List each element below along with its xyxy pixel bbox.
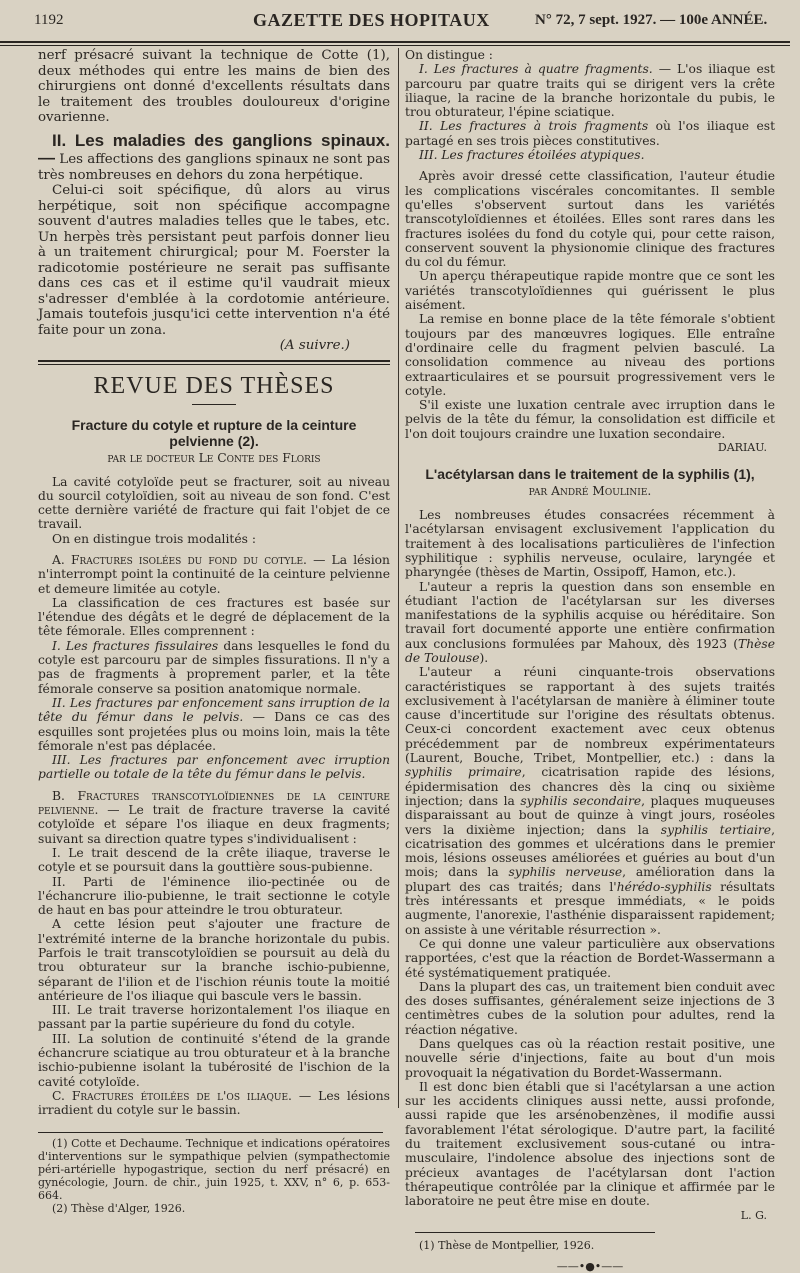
footnote-rule: [38, 1132, 383, 1133]
section-rule: [38, 360, 390, 365]
article-byline: par André Moulinie.: [528, 484, 652, 499]
right-column: [405, 48, 775, 1273]
section-paragraph: II. Les maladies des ganglions spinaux. — Les affections des ganglions spinaux ne sont pas très nombreuses en dehors du zona herpétique.: [38, 130, 390, 183]
page-header: [0, 6, 800, 36]
left-column: [38, 48, 390, 1215]
footnote-rule: [415, 1232, 655, 1233]
list-item: III. La solution de continuité s'étend de la grande échancrure sciatique au trou obturateur et à la branche ischio-pubienne isolant la tubérosité de l'ischion de la cavité cotyloïde.: [38, 1031, 390, 1089]
list-item: III. Le trait traverse horizontalement l'os iliaque en passant par la partie supérieure du fond du cotyle.: [38, 1003, 390, 1032]
page-number: 1192: [34, 12, 64, 28]
paragraph: Après avoir dressé cette classification, l'auteur étudie les complications viscérales concomitantes. Il semble qu'elles s'observent surtout dans les variétés transcotyloïdiennes et étoilées. Elles sont rares dans les fractures isolées du fond du cotyle qui, pour cette raison, conservent souvent la physionomie clinique des fractures du col du fémur.: [405, 169, 775, 270]
article-title: Fracture du cotyle et rupture de la ceinture pelvienne (2).: [71, 416, 357, 449]
paragraph: L'auteur a réuni cinquante-trois observations caractéristiques se rapportant à des sujets traités exclusivement à l'acétylarsan de manière à éliminer toute cause d'incertitude sur l'origine des résultats obtenus. Ceux-ci concordent exactement avec ceux obtenus précédemment par de nombreux expérimentateurs (Laurent, Bouche, Tribet, Montpellier, etc.) : dans la syphilis primaire, cicatrisation rapide des lésions, épidermisation des chancres dès la cinq ou sixième injection; dans la syphilis secondaire, plaques muqueuses disparaissant au bout de quinze à vingt jours, roséoles vers la dixième injection; dans la syphilis tertiaire, cicatrisation des gommes et ulcérations dans le premier mois, lésions osseuses améliorées et guéries au bout d'un mois; dans la syphilis nerveuse, amélioration dans la plupart des cas traités; dans l'hérédo-syphilis résultats très intéressants et presque immédiats, « le poids augmente, l'anorexie, l'asthénie disparaissent rapidement; on assiste à une véritable résurrection ».: [405, 665, 776, 937]
footnote: (1) Cotte et Dechaume. Technique et indications opératoires d'interventions sur le sympathique pelvien (sympathectomie péri-artérielle hypogastrique, section du nerf présacré) en gynécologie, Journ. de chir., juin 1925, t. XXV, n° 6, p. 653-664.: [38, 1136, 390, 1202]
article-byline: par le docteur Le Conte des Floris: [107, 450, 321, 465]
column-divider: [398, 48, 399, 1108]
paragraph: Dans la plupart des cas, un traitement bien conduit avec des doses suffisantes, généralement seize injections de 3 centimètres cubes de la solution pour adultes, rend la réaction négative.: [405, 979, 775, 1037]
signature: DARIAU.: [717, 441, 767, 455]
paragraph: Dans quelques cas où la réaction restait positive, une nouvelle série d'injections, faite au bout d'un mois provoquait la négativation du Bordet-Wassermann.: [405, 1037, 775, 1080]
paragraph: On en distingue trois modalités :: [52, 531, 256, 546]
paragraph: Celui-ci soit spécifique, dû alors au virus herpétique, soit non spécifique accompagne souvent d'autres maladies telles que le tabes, etc. Un herpès très persistant peut parfois donner lieu à un traitement chirurgical; pour M. Foerster la radicotomie postérieure ne serait pas suffisante dans ces cas et il estime qu'il vaudrait mieux s'adresser d'emblée à la cordotomie antérieure. Jamais toutefois jusqu'ici cette intervention n'a été faite pour un zona.: [38, 183, 390, 338]
issue-info: N° 72, 7 sept. 1927. — 100e ANNÉE.: [535, 12, 768, 28]
section-title: REVUE DES THÈSES: [93, 372, 335, 399]
paragraph: Un aperçu thérapeutique rapide montre que ce sont les variétés transcotyloïdiennes qui guérissent le plus aisément.: [405, 269, 775, 313]
subsection-paragraph: C. Fractures étoilées de l'os iliaque. — Les lésions irradient du cotyle sur le bassin.: [38, 1088, 390, 1118]
paragraph: A cette lésion peut s'ajouter une fracture de l'extrémité interne de la branche horizontale du pubis. Parfois le trait transcotyloïdien se poursuit au delà du trou obturateur sur la branche ischio-pubienne, séparant de l'ilion et de l'ischion réunis toute la moitié antérieure de l'os iliaque qui bascule vers le bassin.: [38, 917, 390, 1003]
paragraph: La cavité cotyloïde peut se fracturer, soit au niveau du sourcil cotyloïdien, soit au niveau de son fond. C'est cette dernière variété de fracture qui fait l'objet de ce travail.: [38, 474, 390, 532]
subsection-paragraph: B. Fractures transcotyloïdiennes de la ceinture pelvienne. — Le trait de fracture traverse la cavité cotyloïde et sépare l'os iliaque en deux fragments; suivant sa direction quatre types s'individualisent :: [38, 788, 390, 846]
paragraph: Ce qui donne une valeur particulière aux observations rapportées, c'est que la réaction de Bordet-Wassermann a été systématiquement pratiquée.: [405, 936, 775, 980]
to-be-continued: (A suivre.): [279, 338, 350, 353]
end-ornament: ——•●•——: [556, 1259, 624, 1273]
subsection-heading: A. Fractures isolées du fond du cotyle.: [52, 552, 307, 567]
paragraph: S'il existe une luxation centrale avec irruption dans le pelvis de la tête du fémur, la consolidation est difficile et l'on doit toujours craindre une luxation secondaire.: [405, 398, 775, 441]
list-item: III. Les fractures par enfoncement avec irruption partielle ou totale de la tête du fémur dans le pelvis.: [38, 753, 390, 782]
paragraph: Les nombreuses études consacrées récemment à l'acétylarsan envisagent exclusivement l'application du traitement à des localisations particulières de l'infection syphilitique : syphilis nerveuse, oculaire, laryngée et pharyngée (thèses de Martin, Ossipoff, Hamon, etc.).: [405, 508, 775, 580]
header-rule: [0, 41, 790, 46]
subsection-heading: B. Fractures transcotyloïdiennes de la ceinture pelvienne.: [38, 788, 390, 818]
paragraph: Il est donc bien établi que si l'acétylarsan a une action sur les accidents cliniques aussi nette, aussi profonde, aussi rapide que les arsénobenzènes, il modifie aussi favorablement l'état sérologique. D'autre part, la facilité du traitement exclusivement sous-cutané ou intra-musculaire, l'indolence absolue des injections sont de précieux avantages de l'acétylarsan dont l'action thérapeutique contrôlée par la clinique et affirmée par le laboratoire ne peut être mise en doute.: [405, 1079, 775, 1209]
title-underline: [192, 404, 236, 405]
section-heading: II. Les maladies des ganglions spinaux. —: [38, 130, 390, 167]
signature: L. G.: [740, 1208, 767, 1222]
list-item: II. Parti de l'éminence ilio-pectinée ou de l'échancrure ilio-pubienne, le trait sectionne le cotyle de haut en bas pour atteindre le trou obturateur.: [38, 874, 390, 918]
list-item: I. Les fractures fissulaires dans lesquelles le fond du cotyle est parcouru par de simples fissurations. Il n'y a pas de fragments à proprement parler, et la tête fémorale conserve sa position anatomique normale.: [38, 638, 390, 696]
list-item: II. Les fractures par enfoncement sans irruption de la tête du fémur dans le pelvis. — Dans ce cas des esquilles sont projetées plus ou moins loin, mais la tête fémorale n'est pas déplacée.: [38, 695, 390, 753]
subsection-paragraph: A. Fractures isolées du fond du cotyle. — La lésion n'interrompt point la continuité de la ceinture pelvienne et demeure limitée au cotyle.: [38, 552, 390, 596]
footnote: (1) Thèse de Montpellier, 1926.: [419, 1238, 595, 1252]
list-item: I. Le trait descend de la crête iliaque, traverse le cotyle et se poursuit dans la gouttière sous-pubienne.: [38, 845, 390, 875]
list-item: I. Les fractures à quatre fragments. — L'os iliaque est parcouru par quatre traits qui se dirigent vers la crête iliaque, la racine de la branche horizontale du pubis, le trou obturateur, l'épine sciatique.: [405, 62, 775, 120]
paragraph: nerf présacré suivant la technique de Cotte (1), deux méthodes qui entre les mains de bien des chirurgiens ont donné d'excellents résultats dans le traitement des troubles douloureux d'origine ovarienne.: [38, 48, 390, 125]
subsection-heading: C. Fractures étoilées de l'os iliaque.: [52, 1088, 292, 1103]
journal-title: GAZETTE DES HOPITAUX: [253, 10, 490, 30]
paragraph: La remise en bonne place de la tête fémorale s'obtient toujours par des manœuvres logiques. Elle entraîne d'ordinaire celle du fragment pelvien basculé. La consolidation commence au niveau des portions extraarticulaires et se poursuit progressivement vers le cotyle.: [405, 312, 775, 398]
paragraph: La classification de ces fractures est basée sur l'étendue des dégâts et le degré de déplacement de la tête fémorale. Elles comprennent :: [38, 595, 390, 639]
article-title: L'acétylarsan dans le traitement de la syphilis (1),: [425, 466, 755, 483]
footnote: (2) Thèse d'Alger, 1926.: [52, 1201, 186, 1215]
list-item: III. Les fractures étoilées atypiques.: [419, 148, 645, 163]
list-item: II. Les fractures à trois fragments où l'os iliaque est partagé en ses trois pièces constitutives.: [405, 119, 776, 148]
paragraph: L'auteur a repris la question dans son ensemble en étudiant l'action de l'acétylarsan sur les diverses manifestations de la syphilis acquise ou héréditaire. Son travail fort documenté apporte une entière confirmation aux conclusions formulées par Mahoux, dès 1923 (Thèse de Toulouse).: [405, 579, 775, 665]
paragraph: On distingue :: [405, 48, 493, 62]
